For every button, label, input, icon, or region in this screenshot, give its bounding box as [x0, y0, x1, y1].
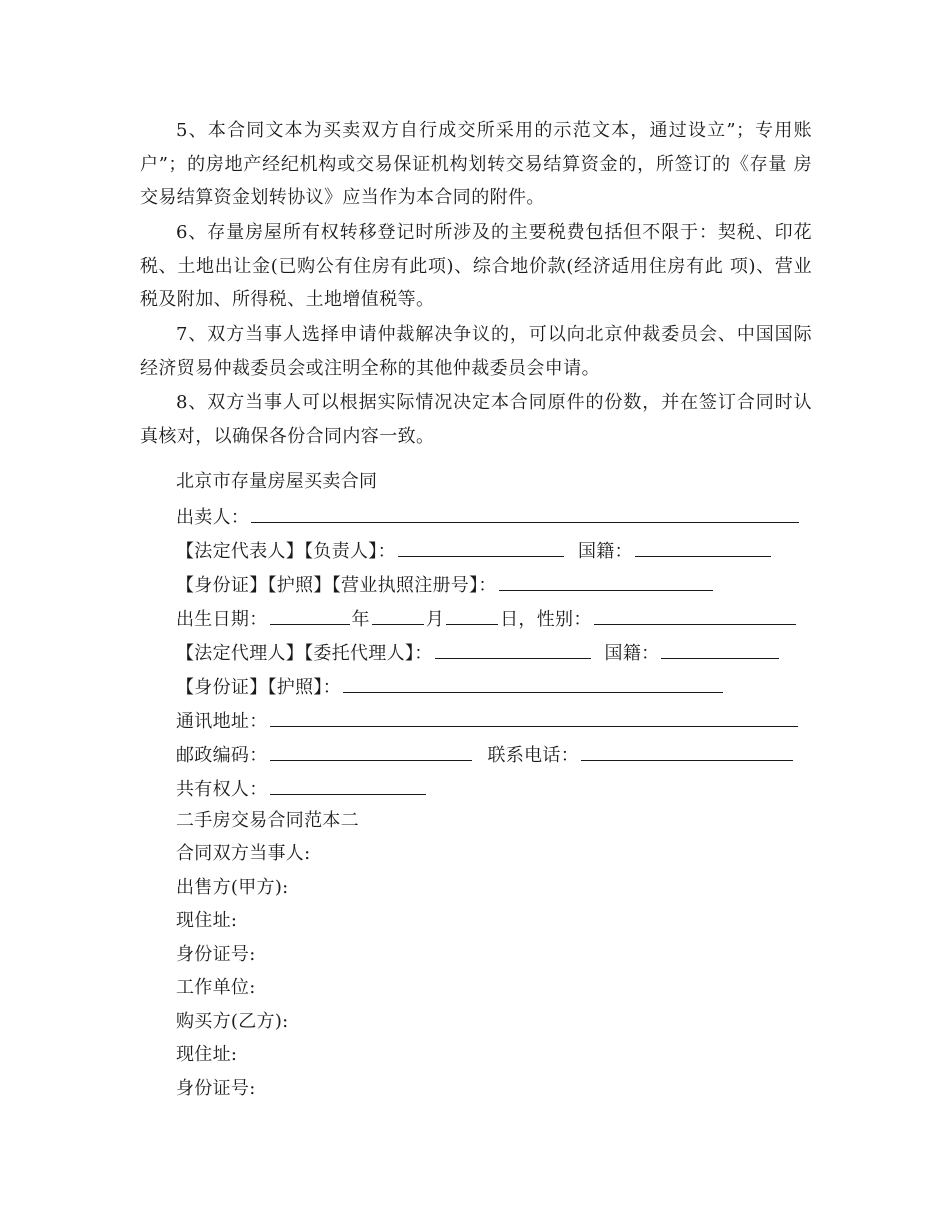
id-passport-label: 【身份证】【护照】： — [176, 677, 341, 698]
id-passport-row — [176, 674, 725, 700]
seller-address-label: 现住址: — [176, 910, 238, 931]
id-types-blank[interactable] — [499, 572, 713, 591]
agent-blank[interactable] — [435, 640, 591, 659]
buyer-id-label: 身份证号: — [176, 1078, 256, 1099]
day-blank[interactable] — [446, 606, 498, 625]
paragraph-5: 5、本合同文本为买卖双方自行成交所采用的示范文本，通过设立”；专用账户”；的房地产经纪机构或交易保证机构划转交易结算资金的，所签订的《存量 房交易结算资金划转协议》应当作为本合同的附件。 — [140, 120, 812, 208]
nationality-label: 国籍： — [577, 541, 633, 562]
address-row — [176, 708, 800, 734]
paragraph-6: 6、存量房屋所有权转移登记时所涉及的主要税费包括但不限于：契税、印花税、土地出让金(已购公有住房有此项)、综合地价款(经济适用住房有此 项)、营业税及附加、所得税、土地增值税等。 — [140, 222, 812, 310]
year-label: 年 — [351, 609, 370, 630]
dob-label: 出生日期： — [176, 609, 268, 630]
month-blank[interactable] — [372, 606, 424, 625]
co-owner-row — [176, 776, 428, 802]
paragraph-8: 8、双方当事人可以根据实际情况决定本合同原件的份数，并在签订合同时认真核对，以确保各份合同内容一致。 — [140, 392, 812, 447]
gender-blank[interactable] — [594, 606, 796, 625]
nationality-blank[interactable] — [635, 538, 771, 557]
seller-id-label: 身份证号: — [176, 944, 256, 965]
address-blank[interactable] — [270, 708, 798, 727]
co-owner-label: 共有权人： — [176, 779, 268, 800]
month-label: 月 — [425, 609, 445, 630]
id-types-label: 【身份证】【护照】【营业执照注册号】： — [176, 575, 497, 596]
contract-title: 北京市存量房屋买卖合同 — [176, 471, 378, 492]
postcode-blank[interactable] — [270, 742, 472, 761]
phone-label: 联系电话： — [487, 745, 580, 766]
postcode-row — [176, 742, 795, 768]
legal-rep-blank[interactable] — [398, 538, 564, 557]
co-owner-blank[interactable] — [270, 776, 426, 795]
agent-label: 【法定代理人】【委托代理人】： — [176, 643, 433, 664]
legal-rep-label: 【法定代表人】【负责人】： — [176, 541, 396, 562]
seller-row — [176, 504, 801, 530]
seller-party-label: 出售方(甲方): — [176, 877, 289, 898]
postcode-label: 邮政编码： — [176, 745, 268, 766]
id-passport-blank[interactable] — [343, 674, 723, 693]
seller-blank[interactable] — [251, 504, 799, 523]
legal-rep-row — [176, 538, 773, 564]
agent-row — [176, 640, 781, 666]
sample2-title: 二手房交易合同范本二 — [176, 810, 359, 831]
dob-row — [176, 606, 798, 632]
buyer-party-label: 购买方(乙方): — [176, 1011, 289, 1032]
phone-blank[interactable] — [581, 742, 793, 761]
address-label: 通讯地址： — [176, 711, 268, 732]
buyer-address-label: 现住址: — [176, 1044, 238, 1065]
nationality-blank-2[interactable] — [661, 640, 779, 659]
id-types-row — [176, 572, 715, 598]
paragraph-7: 7、双方当事人选择申请仲裁解决争议的，可以向北京仲裁委员会、中国国际经济贸易仲裁委员会或注明全称的其他仲裁委员会申请。 — [140, 324, 812, 379]
seller-label: 出卖人： — [176, 507, 250, 528]
year-blank[interactable] — [270, 606, 350, 625]
day-gender-label: 日，性别： — [500, 609, 592, 630]
nationality-label-2: 国籍： — [604, 643, 660, 664]
parties-label: 合同双方当事人: — [176, 843, 311, 864]
seller-employer-label: 工作单位: — [176, 977, 256, 998]
